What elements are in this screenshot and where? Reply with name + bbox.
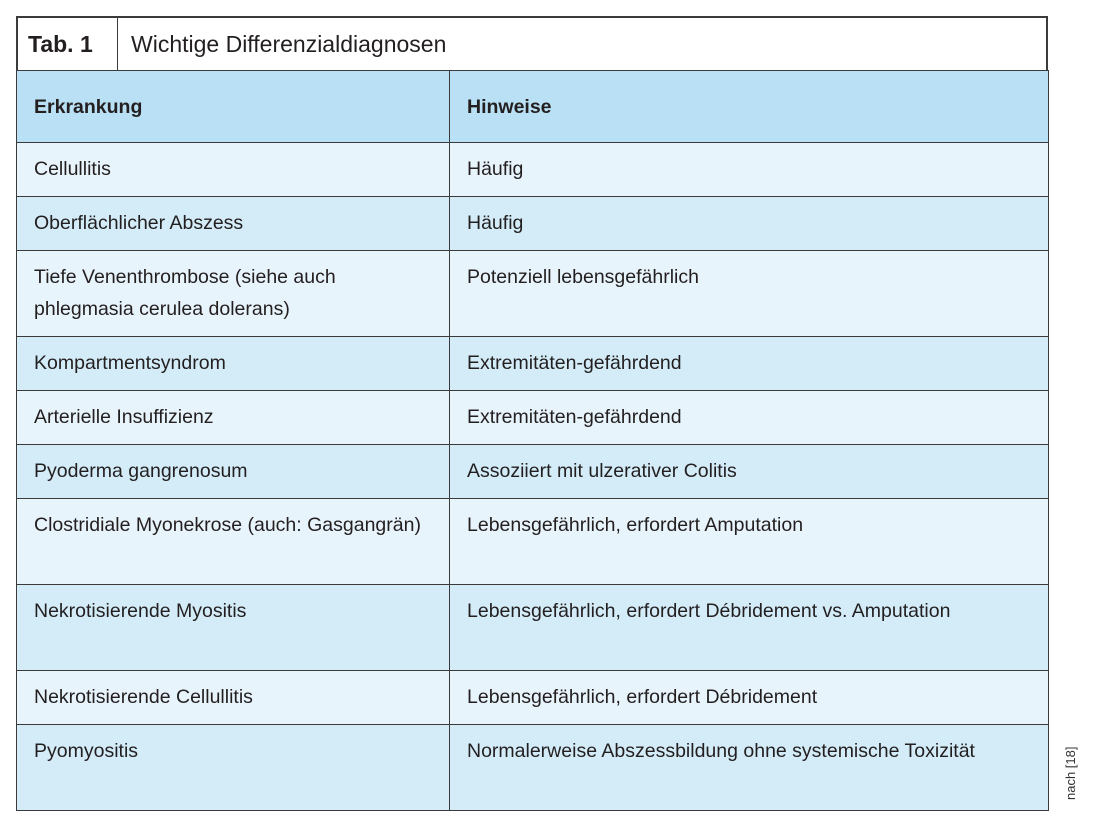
table-row (17, 197, 1049, 251)
table-number: Tab. 1 (18, 18, 118, 70)
condition-cell: Oberflächlicher Abszess (17, 197, 450, 251)
notes-cell: Normalerweise Abszessbildung ohne systemische Toxizität (450, 725, 1049, 811)
table-title: Wichtige Differenzialdiagnosen (131, 30, 447, 57)
table-row (17, 585, 1049, 671)
condition-cell: Clostridiale Myonekrose (auch: Gasgangrän) (17, 499, 450, 585)
table-row (17, 499, 1049, 585)
table-row (17, 143, 1049, 197)
table-row (17, 251, 1049, 337)
table-header-row (17, 71, 1049, 143)
condition-cell: Cellullitis (17, 143, 450, 197)
table-title-row (16, 16, 1048, 70)
condition-cell: Tiefe Venenthrombose (siehe auch phlegmasia cerulea dolerans) (17, 251, 450, 337)
table-row (17, 671, 1049, 725)
notes-cell: Lebensgefährlich, erfordert Amputation (450, 499, 1049, 585)
differential-diagnosis-table-box (16, 16, 1048, 811)
notes-cell: Häufig (450, 143, 1049, 197)
notes-cell: Häufig (450, 197, 1049, 251)
column-header-condition: Erkrankung (17, 71, 450, 143)
differential-diagnosis-table (16, 70, 1049, 811)
table-row (17, 725, 1049, 811)
column-header-notes: Hinweise (450, 71, 1049, 143)
notes-cell: Assoziiert mit ulzerativer Colitis (450, 445, 1049, 499)
table-row (17, 445, 1049, 499)
condition-cell: Nekrotisierende Myositis (17, 585, 450, 671)
notes-cell: Lebensgefährlich, erfordert Débridement (450, 671, 1049, 725)
table-row (17, 391, 1049, 445)
condition-cell: Nekrotisierende Cellullitis (17, 671, 450, 725)
condition-cell: Kompartmentsyndrom (17, 337, 450, 391)
notes-cell: Extremitäten-gefährdend (450, 337, 1049, 391)
condition-cell: Arterielle Insuffizienz (17, 391, 450, 445)
condition-cell: Pyomyositis (17, 725, 450, 811)
condition-cell: Pyoderma gangrenosum (17, 445, 450, 499)
source-note: nach [18] (1063, 746, 1078, 800)
notes-cell: Lebensgefährlich, erfordert Débridement vs. Amputation (450, 585, 1049, 671)
notes-cell: Extremitäten-gefährdend (450, 391, 1049, 445)
table-row (17, 337, 1049, 391)
notes-cell: Potenziell lebensgefährlich (450, 251, 1049, 337)
